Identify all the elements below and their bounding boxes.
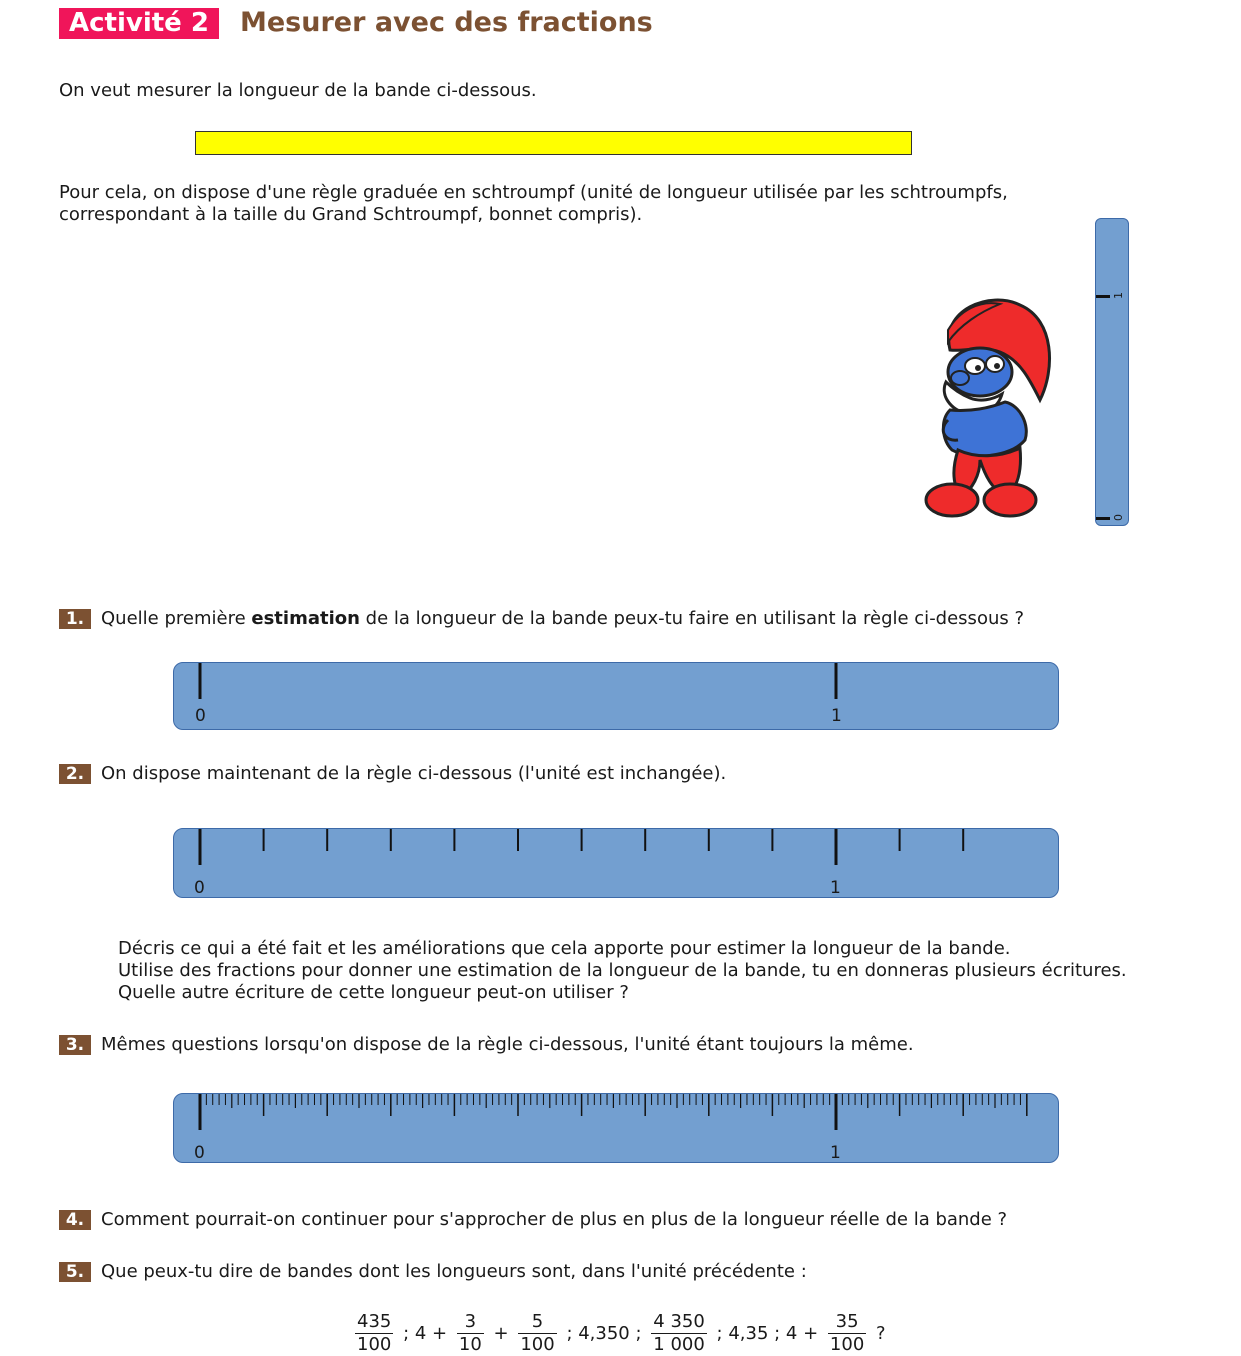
ruler-hundredths-ticks [174,1094,1060,1164]
fraction-4-denominator: 1 000 [653,1334,705,1355]
fraction-3-numerator: 5 [518,1311,556,1334]
context-line-2: correspondant à la taille du Grand Schtroumpf, bonnet compris). [59,204,643,225]
vertical-ruler [1095,218,1129,526]
fraction-3 [518,1311,556,1356]
question-1-number: 1. [59,609,91,629]
question-mark: ? [876,1323,886,1344]
vertical-ruler-tick-1 [1096,295,1110,298]
separator-2: ; 4,350 ; [566,1323,642,1344]
intro-text: On veut mesurer la longueur de la bande ci-dessous. [59,80,537,101]
vertical-ruler-label-0: 0 [1112,514,1125,521]
ruler-units-label-0: 0 [195,706,206,726]
fraction-4 [651,1311,707,1356]
ruler-units [173,662,1059,730]
papa-smurf-image [880,290,1070,530]
ruler-units-ticks [174,663,1060,731]
question-1-text-before: Quelle première [101,608,252,629]
fraction-4-numerator: 4 350 [653,1311,705,1332]
length-expressions [355,1311,890,1356]
question-3-number: 3. [59,1035,91,1055]
question-3-text: Mêmes questions lorsqu'on dispose de la règle ci-dessous, l'unité étant toujours la même. [101,1034,914,1055]
page-title: Mesurer avec des fractions [240,7,653,38]
question-4-text: Comment pourrait-on continuer pour s'approcher de plus en plus de la longueur réelle de la bande ? [101,1209,1008,1230]
ruler-tenths [173,828,1059,898]
question-2-number: 2. [59,764,91,784]
separator-1: ; 4 + [403,1323,448,1344]
question-2-text: On dispose maintenant de la règle ci-dessous (l'unité est inchangée). [101,763,727,784]
vertical-ruler-label-1: 1 [1112,292,1125,299]
fraction-2-numerator: 3 [457,1311,484,1334]
fraction-5-numerator: 35 [828,1311,866,1334]
question-5-number: 5. [59,1262,91,1282]
fraction-1-numerator: 435 [357,1311,392,1332]
question-1-bold: estimation [251,608,360,629]
fraction-5-denominator: 100 [829,1334,865,1355]
question-1-text-after: de la longueur de la bande peux-tu faire en utilisant la règle ci-dessous ? [359,608,1025,629]
fraction-1 [355,1311,393,1356]
separator-3: ; 4,35 ; 4 + [716,1323,819,1344]
fraction-1-denominator: 100 [357,1334,392,1355]
context-line-1: Pour cela, on dispose d'une règle graduée en schtroumpf (unité de longueur utilisée par les schtroumpfs, [59,182,1008,203]
plus-sign: + [493,1323,509,1344]
ruler-tenths-label-0: 0 [194,878,205,898]
ruler-units-label-1: 1 [831,706,842,726]
activity-badge: Activité 2 [59,8,219,39]
ruler-tenths-ticks [174,829,1060,899]
ruler-hundredths-label-0: 0 [194,1143,205,1163]
question-1-text [101,608,1024,630]
question-5-text: Que peux-tu dire de bandes dont les longueurs sont, dans l'unité précédente : [101,1261,807,1282]
fraction-2-denominator: 10 [458,1334,482,1355]
ruler-hundredths-label-1: 1 [830,1143,841,1163]
fraction-3-denominator: 100 [520,1334,555,1355]
fraction-2 [457,1311,484,1356]
question-2-sub-line-3: Quelle autre écriture de cette longueur peut-on utiliser ? [118,982,629,1003]
ruler-tenths-label-1: 1 [830,878,841,898]
ruler-hundredths [173,1093,1059,1163]
yellow-band [195,131,912,155]
question-4-number: 4. [59,1210,91,1230]
question-2-sub-line-2: Utilise des fractions pour donner une estimation de la longueur de la bande, tu en donneras plusieurs écritures. [118,960,1127,981]
fraction-5 [828,1311,866,1356]
question-2-sub-line-1: Décris ce qui a été fait et les améliorations que cela apporte pour estimer la longueur de la bande. [118,938,1011,959]
vertical-ruler-tick-0 [1096,517,1110,520]
